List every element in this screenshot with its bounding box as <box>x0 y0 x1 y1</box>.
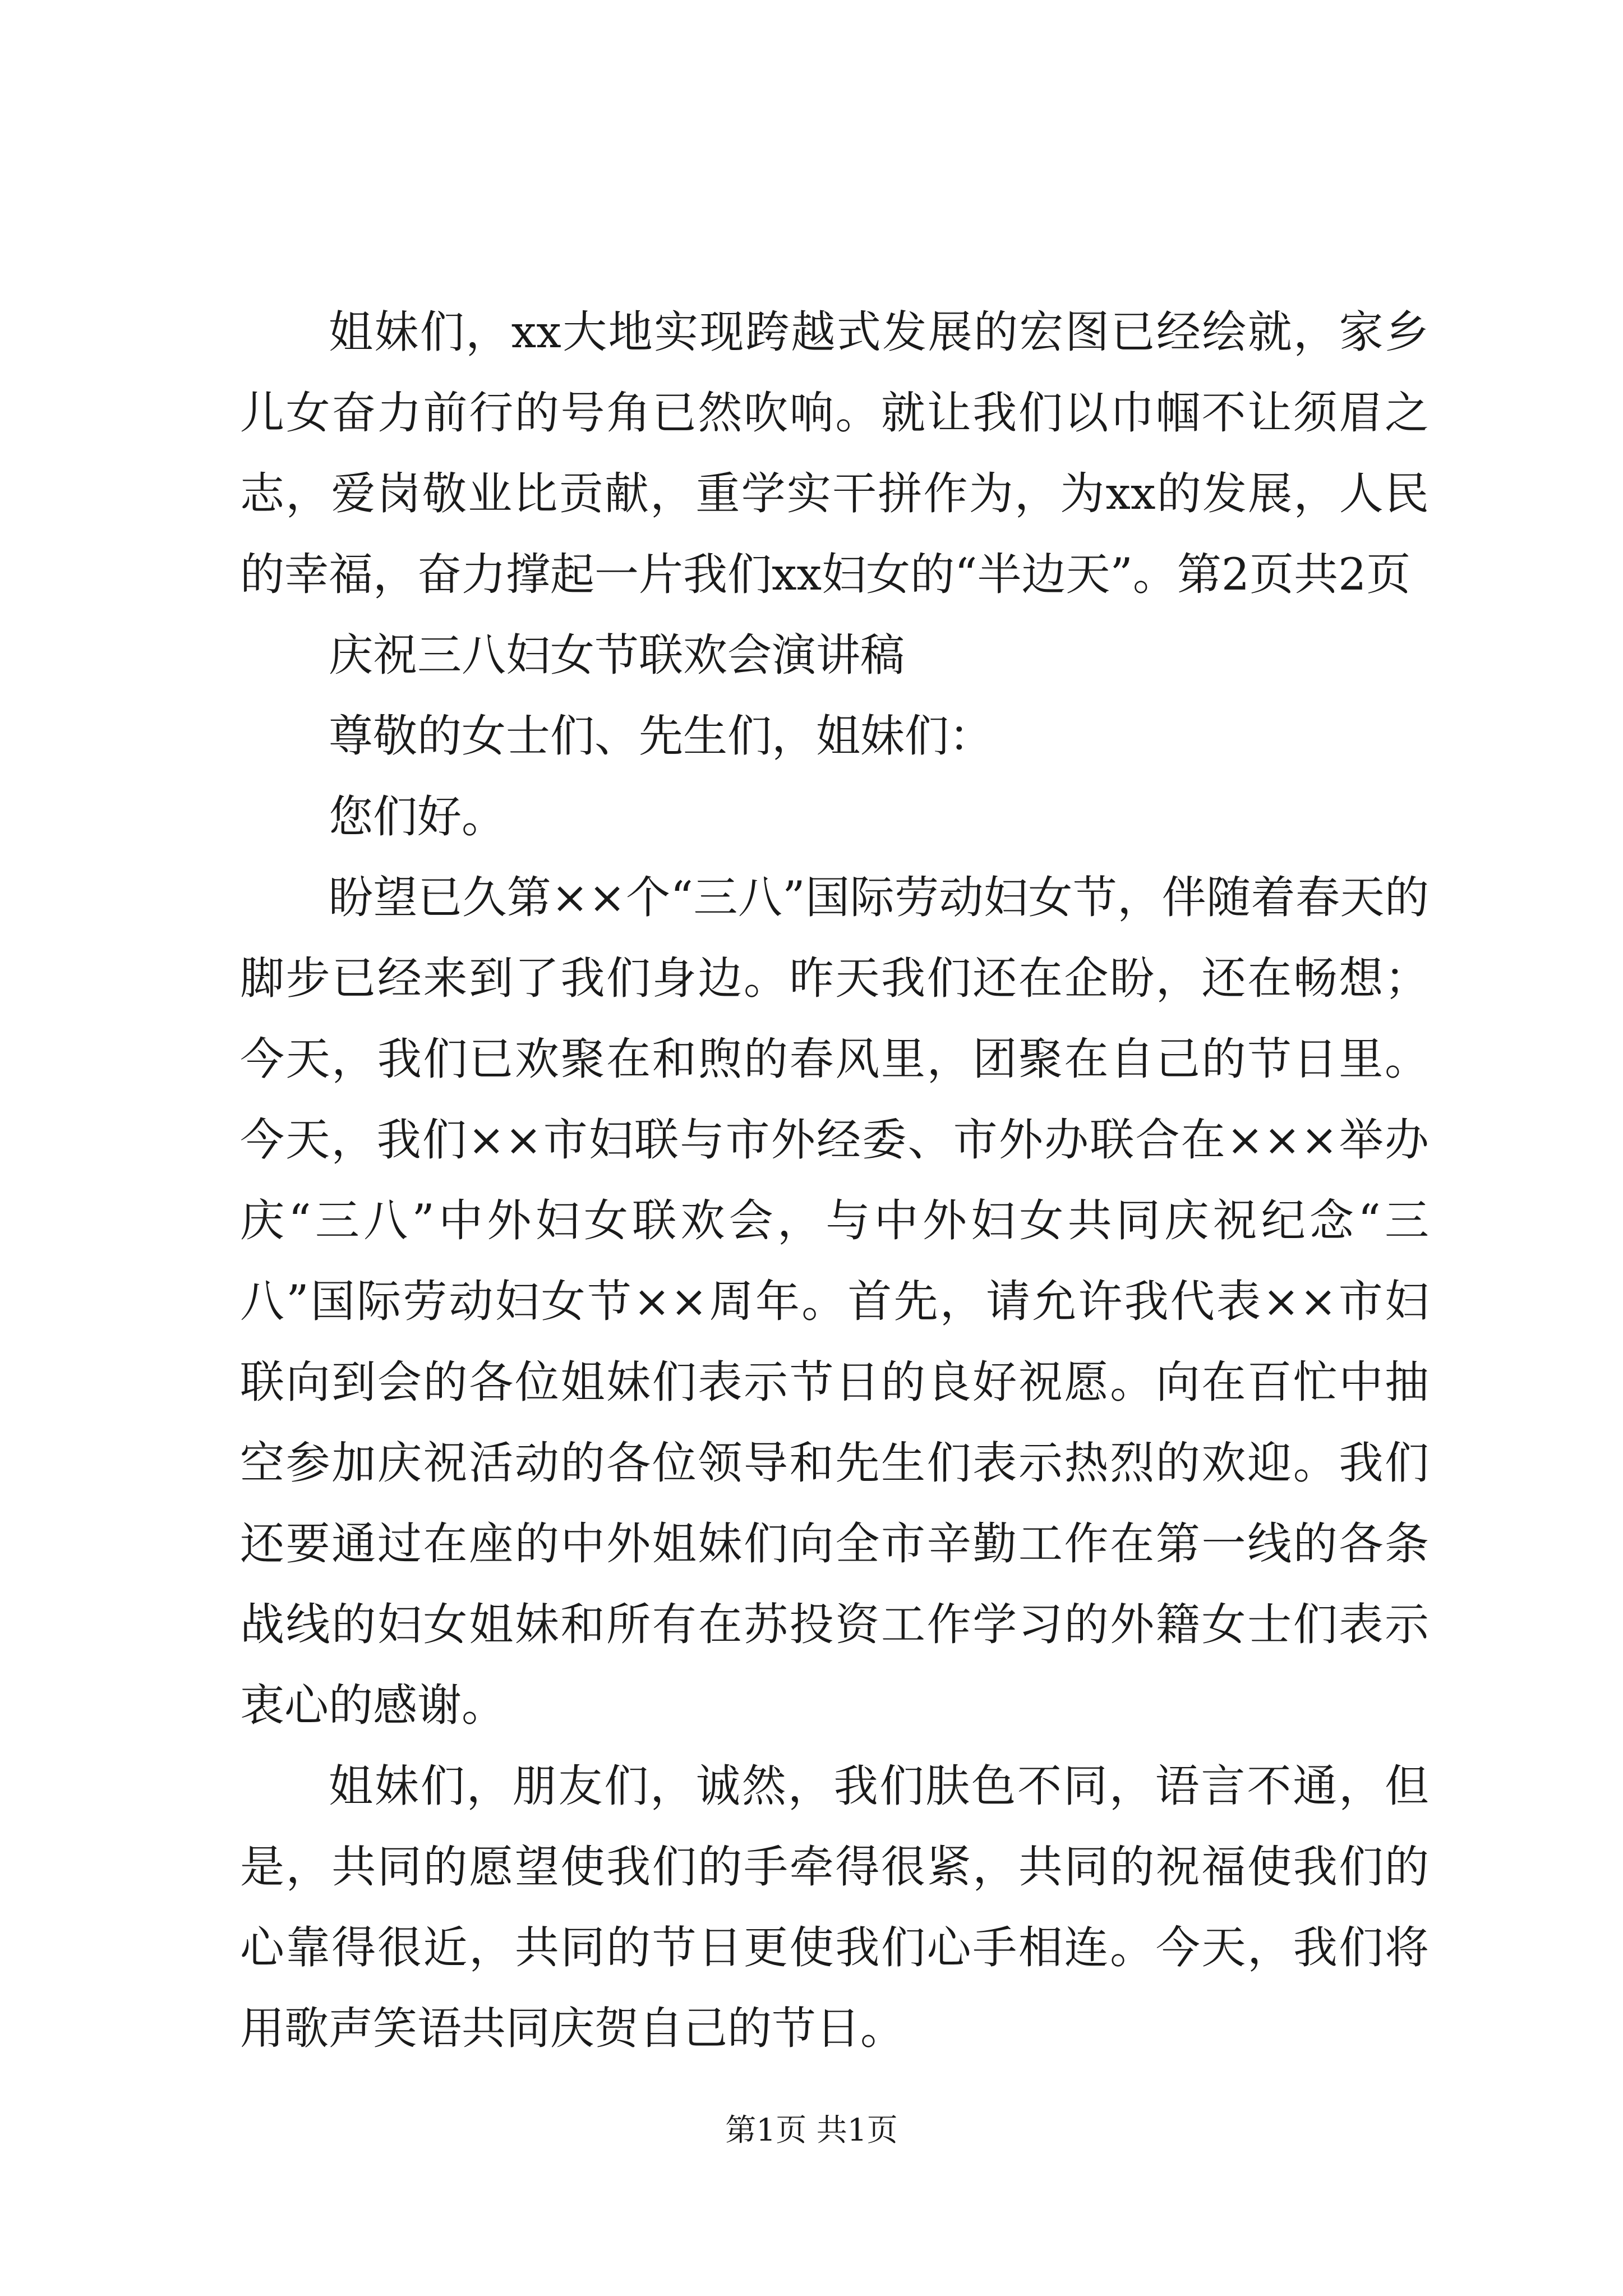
paragraph-closing: 姐妹们，xx大地实现跨越式发展的宏图已经绘就，家乡儿女奋力前行的号角已然吹响。就让我们以巾帼不让须眉之志，爱岗敬业比贡献，重学实干拼作为，为xx的发展，人民的幸福，奋力撑起一片我们xx妇女的“半边天”。第2页共2页 <box>240 306 1429 600</box>
page-number-footer: 第1页 共1页 <box>725 2112 898 2148</box>
salutation: 尊敬的女士们、先生们，姐妹们： <box>329 710 993 762</box>
speech-title: 庆祝三八妇女节联欢会演讲稿 <box>329 629 905 681</box>
paragraph-final: 姐妹们，朋友们，诚然，我们肤色不同，语言不通，但是，共同的愿望使我们的手牵得很紧，共同的祝福使我们的心靠得很近，共同的节日更使我们心手相连。今天，我们将用歌声笑语共同庆贺自己的节日。 <box>240 1760 1429 2054</box>
document-body <box>240 292 1429 2069</box>
greeting: 您们好。 <box>329 791 506 843</box>
paragraph-main: 盼望已久第××个“三八”国际劳动妇女节，伴随着春天的脚步已经来到了我们身边。昨天我们还在企盼，还在畅想；今天，我们已欢聚在和煦的春风里，团聚在自己的节日里。今天，我们××市妇联与市外经委、市外办联合在×××举办庆“三八”中外妇女联欢会，与中外妇女共同庆祝纪念“三八”国际劳动妇女节××周年。首先，请允许我代表××市妇联向到会的各位姐妹们表示节日的良好祝愿。向在百忙中抽空参加庆祝活动的各位领导和先生们表示热烈的欢迎。我们还要通过在座的中外姐妹们向全市辛勤工作在第一线的各条战线的妇女姐妹和所有在苏投资工作学习的外籍女士们表示衷心的感谢。 <box>240 872 1429 1731</box>
